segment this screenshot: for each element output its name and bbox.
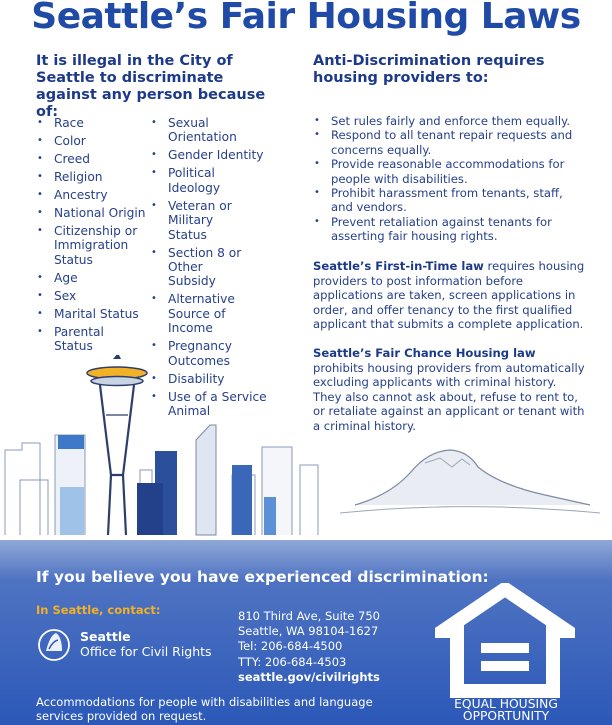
list-item: • Disability [150,372,270,386]
address-line2: Seattle, WA 98104-1627 [238,624,379,639]
address-line1: 810 Third Ave, Suite 750 [238,609,380,623]
list-item: • Marital Status [36,307,146,321]
list-item: • Gender Identity [150,148,270,162]
list-item: • Veteran or Military Status [150,199,248,242]
list-item: • Race [36,116,146,130]
list-item: • Provide reasonable accommodations for people with disabilities. [313,157,583,186]
fair-chance-law-name: Seattle’s Fair Chance Housing law [313,346,536,360]
list-item: • Citizenship or Immigration Status [36,224,138,267]
list-item: • Prevent retaliation against tenants for asserting fair housing rights. [313,215,583,244]
website-link[interactable]: seattle.gov/civilrights [238,669,380,684]
protected-classes-list-1 [36,116,146,357]
equal-sign-bottom-bar [481,661,529,671]
requirements-heading: Anti-Discrimination requires housing providers to: [313,53,545,86]
office-name-line1: Seattle [80,629,131,644]
contact-address-block [238,609,438,685]
first-in-time-paragraph [313,259,585,332]
list-item: • Parental Status [36,325,146,354]
accommodations-note: Accommodations for people with disabilities and language services provided on request. [36,695,373,723]
phone-number[interactable]: Tel: 206-684-4500 [238,639,343,654]
list-item: • Set rules fairly and enforce them equally. [313,114,583,128]
list-item: • Political Ideology [150,166,270,195]
list-item: • Sexual Orientation [150,116,248,145]
list-item: • Respond to all tenant repair requests and concerns equally. [313,128,583,157]
eho-line1: EQUAL HOUSING [454,697,558,711]
contact-heading: If you believe you have experienced discrimination: [36,568,489,586]
seattle-skyline-illustration [0,355,612,545]
first-in-time-law-name: Seattle’s First-in-Time law [313,259,484,273]
list-item: • Sex [36,289,146,303]
list-item: • Section 8 or Other Subsidy [150,246,248,289]
list-item: • Color [36,134,146,148]
first-in-time-text: requires housing providers to post information before applications are taken, screen applications in order, and offer tenancy to the first qualified applicant that submits a complete application. [313,259,585,332]
building-blue [58,435,84,449]
requirements-list [313,114,583,244]
building-blue-glass [264,497,276,535]
building-light-blue [60,487,84,535]
page-title: Seattle’s Fair Housing Laws [31,0,581,37]
equal-sign-top-bar [481,643,529,653]
fair-chance-text: prohibits housing providers from automatically excluding applicants with criminal history. They also cannot ask about, refuse to rent to, or retaliate against an applicant or tenant with a criminal history. [313,360,585,433]
list-item: • Prohibit harassment from tenants, staff, and vendors. [313,186,583,215]
list-item: • Age [36,271,146,285]
list-item: • Pregnancy Outcomes [150,339,242,368]
list-item: • Religion [36,170,146,184]
contact-label: In Seattle, contact: [36,603,161,617]
tty-number[interactable]: TTY: 206-684-4503 [238,654,347,669]
office-name-line2: Office for Civil Rights [80,644,212,659]
eho-line2: OPPORTUNITY [462,709,550,723]
building-navy [137,483,163,535]
building-blue-tower [232,465,252,535]
list-item: • Ancestry [36,188,146,202]
list-item: • National Origin [36,206,146,220]
list-item: • Alternative Source of Income [150,292,242,335]
list-item: • Creed [36,152,146,166]
list-item: • Use of a Service Animal [150,390,268,419]
protected-classes-heading: It is illegal in the City of Seattle to discriminate against any person because of: [36,53,266,120]
